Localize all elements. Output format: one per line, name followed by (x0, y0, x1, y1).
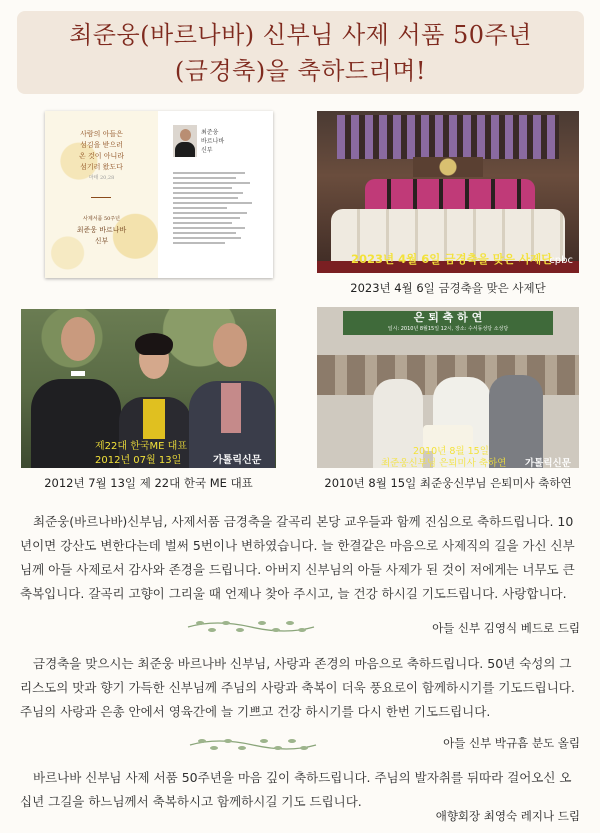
message-1-signature: 아들 신부 김영식 베드로 드림 (432, 621, 580, 635)
cathedral-group-photo (317, 111, 579, 273)
message-2-signature: 아들 신부 박규흠 분도 올림 (443, 736, 580, 750)
man-face (213, 323, 247, 367)
photo2-caption: 2023년 4월 6일 금경축을 맞은 사제단 (350, 281, 546, 295)
priest-collar (71, 371, 85, 376)
booklet-verse-3: 온 것이 아니라 (78, 152, 125, 160)
photo2-overlay-text: 2023년 4월 6일 금경축을 맞은 사제단 (351, 252, 553, 266)
me-representative-photo (21, 309, 276, 468)
profile-line-2: 바르나바 (201, 138, 225, 145)
profile-line-1: 최준웅 (201, 129, 219, 136)
booklet-chronology (173, 169, 263, 247)
catholic-times-logo: 가톨릭신문 (213, 455, 262, 466)
booklet-verse-1: 사람의 아들은 (80, 130, 123, 138)
photo3-overlay-1: 제22대 한국ME 대표 (95, 441, 187, 452)
banner-title: 은 퇴 축 하 연 (413, 311, 483, 324)
message-1-text: 최준웅(바르나바)신부님, 사제서품 금경축을 갈곡리 본당 교우들과 함께 진심으로 축하드립니다. 10년이면 강산도 변한다는데 벌써 5번이나 변하였습니다. 늘 한결같은 마음으로 사제직의 길을 가신 신부님께 아들 사제로서 감사와 존경을 드립니다. 아버지 신부님의 아들 사제가 된 것이 저에게는 너무도 큰 축복입니다. 갈곡리 고향이 그리울 때 언제나 찾아 주시고, 늘 건강 하시길 기도드립니다. 사랑합니다. (20, 514, 575, 601)
woman-hair (135, 333, 173, 355)
booklet-dedication-3: 신부 (94, 237, 109, 245)
priest-face (61, 317, 95, 361)
message-3-signature: 애향회장 최영숙 레지나 드림 (435, 809, 580, 823)
altar-flowers (413, 157, 483, 177)
message-2-text: 금경축을 맞으시는 최준웅 바르나바 신부님, 사랑과 존경의 마음으로 축하드립니다. 50년 숙성의 그리스도의 맛과 향기 가득한 신부님께 주님의 사랑과 축복이 더욱 풍요로이 함께하시기를 기도드립니다. 주님의 사랑과 은총 안에서 영육간에 늘 기쁘고 건강 하시기를 다시 한번 기도드립니다. (20, 656, 575, 719)
man-shirt (221, 383, 241, 433)
booklet-dedication-1: 사제서품 50주년 (83, 216, 120, 222)
woman-blouse (143, 399, 165, 439)
retirement-party-photo (317, 307, 579, 468)
photo3-overlay-2: 2012년 07월 13일 (95, 455, 182, 466)
booklet-photo (45, 111, 273, 278)
photo4-overlay-2: 최준웅신부님 은퇴미사 축하연 (381, 458, 507, 468)
priest-portrait (173, 125, 197, 157)
booklet-verse-4: 섬기러 왔도다 (80, 163, 123, 171)
vine-divider-icon (188, 735, 318, 755)
cpbc-logo: cpbc (549, 255, 573, 266)
message-3-text: 바르나바 신부님 사제 서품 50주년을 마음 깊이 축하드립니다. 주님의 발자취를 뒤따라 걸어오신 오십년 그길을 하느님께서 축복하시고 함께하시길 기도 드립니다. (20, 770, 572, 809)
photo3-caption: 2012년 7월 13일 제 22대 한국 ME 대표 (44, 476, 253, 490)
stained-windows (337, 115, 559, 159)
booklet-cover (45, 111, 158, 278)
photo4-overlay-1: 2010년 8월 15일 (413, 446, 489, 457)
booklet-inner-page (159, 111, 273, 278)
retirement-banner (343, 311, 553, 335)
booklet-verse-2: 섬김을 받으러 (80, 141, 123, 149)
photo4-caption: 2010년 8월 15일 최준웅신부님 은퇴미사 축하연 (324, 476, 572, 490)
title-box (17, 11, 584, 94)
profile-line-3: 신부 (201, 147, 213, 154)
booklet-verse-ref: 마태 20,28 (88, 175, 115, 181)
photo4-logo: 가톨릭신문 (525, 458, 571, 468)
page-title-line1: 최준웅(바르나바) 신부님 사제 서품 50주년 (69, 21, 532, 49)
page-title-line2: (금경축)을 축하드리며! (174, 57, 427, 85)
vine-divider-icon (186, 617, 316, 637)
banner-subtitle: 일시: 2010년 8월15일 12시, 장소: 수서동성당 소성당 (387, 326, 509, 332)
booklet-dedication-2: 최준웅 바르나바 (76, 226, 127, 234)
